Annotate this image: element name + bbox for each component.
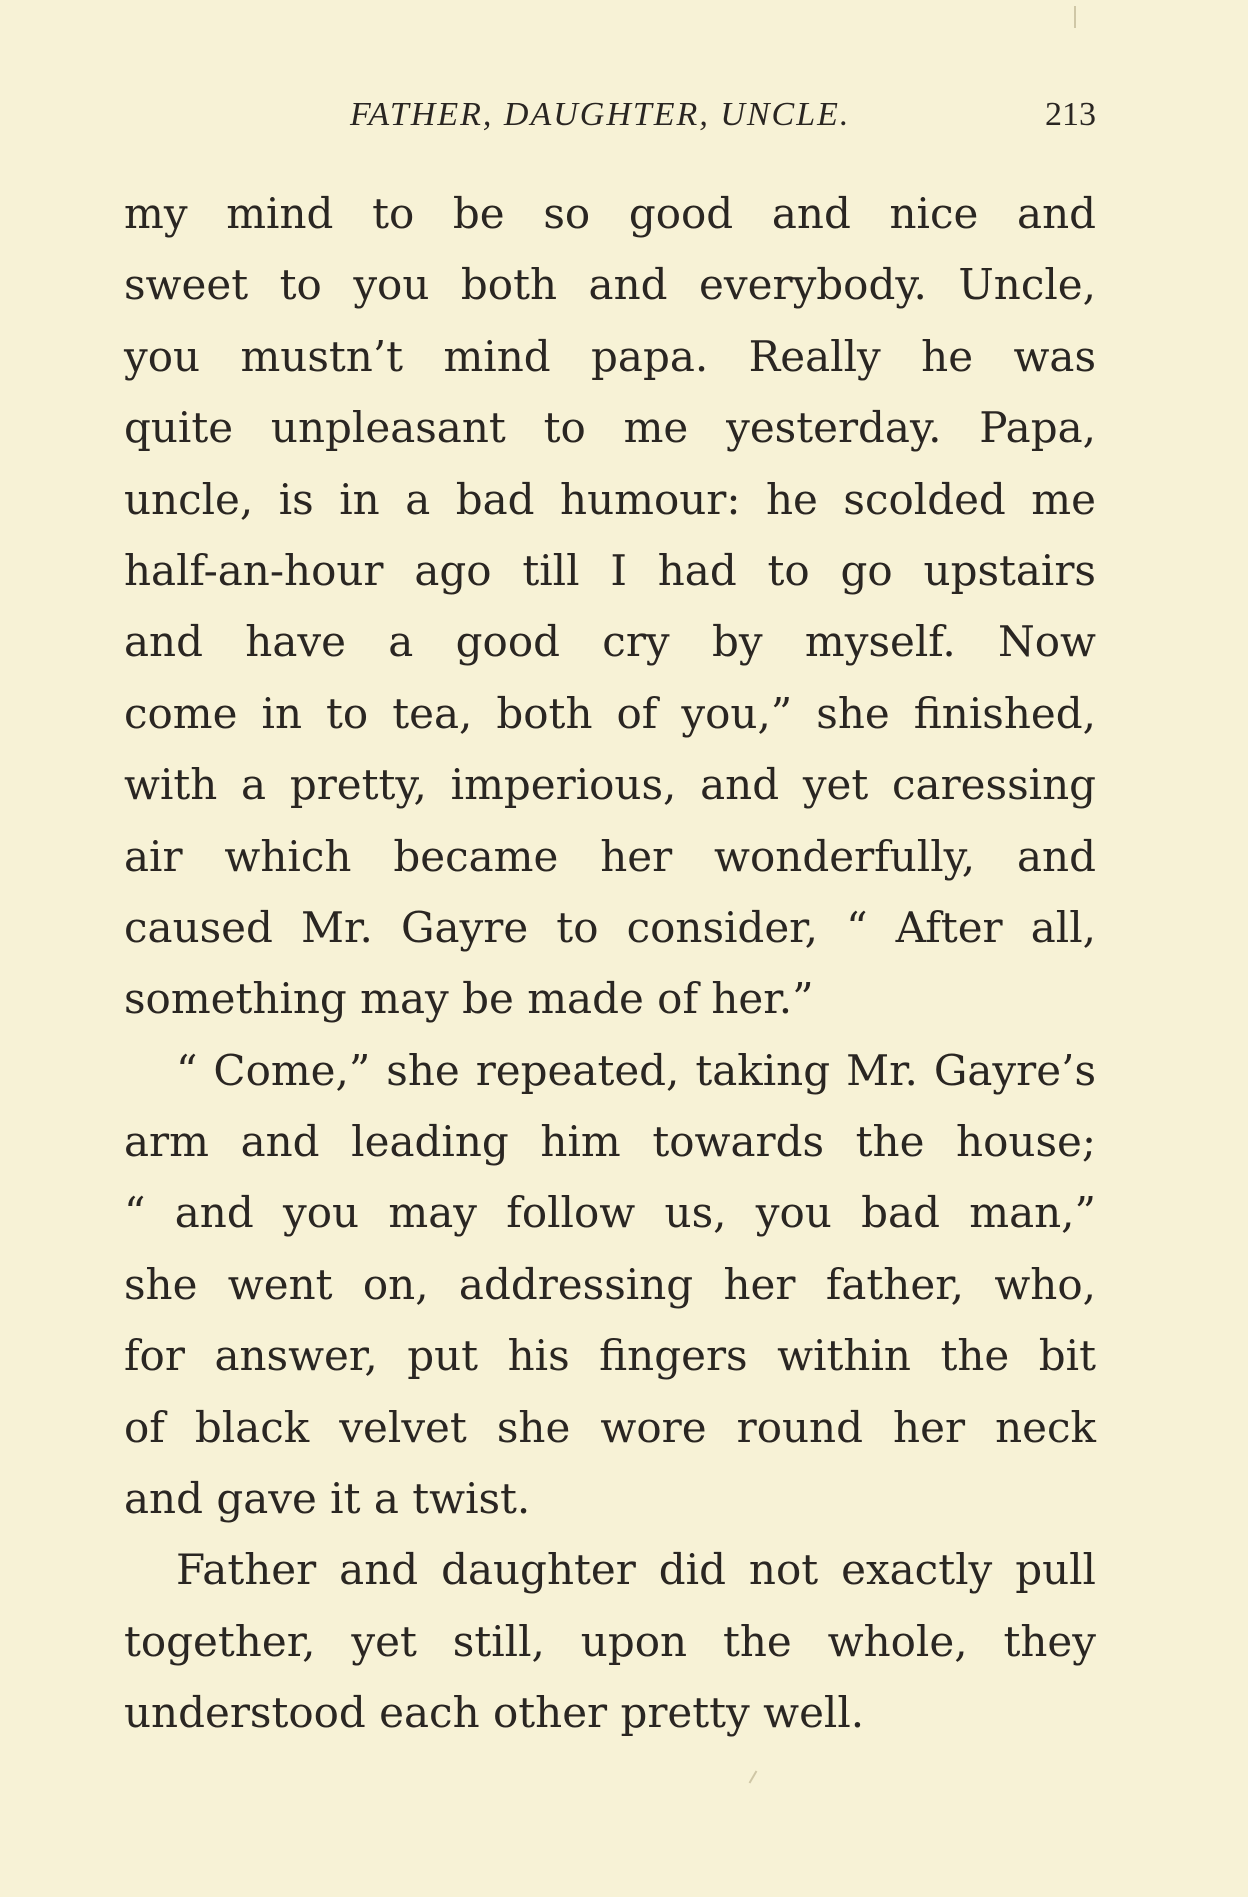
text-line: for answer, put his fingers within the bit <box>124 1331 1096 1381</box>
text-line: sweet to you both and everybody. Uncle, <box>124 260 1096 310</box>
text-line: come in to tea, both of you,” she finished, <box>124 688 1096 738</box>
text-line: caused Mr. Gayre to consider, “ After all, <box>124 902 1096 952</box>
text-line: of black velvet she wore round her neck <box>124 1402 1096 1452</box>
text-line: with a pretty, imperious, and yet caressing <box>124 760 1096 810</box>
text-line: something may be made of her.” <box>124 974 814 1024</box>
text-line: she went on, addressing her father, who, <box>124 1259 1096 1309</box>
text-line: understood each other pretty well. <box>124 1688 865 1738</box>
text-line: half-an-hour ago till I had to go upstairs <box>124 545 1096 595</box>
text-line: “ and you may follow us, you bad man,” <box>124 1188 1096 1238</box>
text-line: uncle, is in a bad humour: he scolded me <box>124 474 1096 524</box>
text-line: you mustn’t mind papa. Really he was <box>124 331 1096 381</box>
running-head: FATHER, DAUGHTER, UNCLE. <box>350 96 851 133</box>
text-line: quite unpleasant to me yesterday. Papa, <box>124 403 1096 453</box>
paper-mark <box>749 1770 758 1783</box>
body-text <box>124 178 1096 1749</box>
text-line: together, yet still, upon the whole, they <box>124 1616 1096 1666</box>
text-line: my mind to be so good and nice and <box>124 189 1096 238</box>
text-line: and gave it a twist. <box>124 1474 531 1524</box>
text-line: and have a good cry by myself. Now <box>124 617 1096 667</box>
text-line: “ Come,” she repeated, taking Mr. Gayre’s <box>176 1045 1096 1095</box>
text-line: arm and leading him towards the house; <box>124 1117 1096 1167</box>
paper-mark <box>1074 6 1076 28</box>
page-number: 213 <box>1045 96 1096 133</box>
text-line: Father and daughter did not exactly pull <box>176 1545 1096 1595</box>
text-line: air which became her wonderfully, and <box>124 831 1096 881</box>
